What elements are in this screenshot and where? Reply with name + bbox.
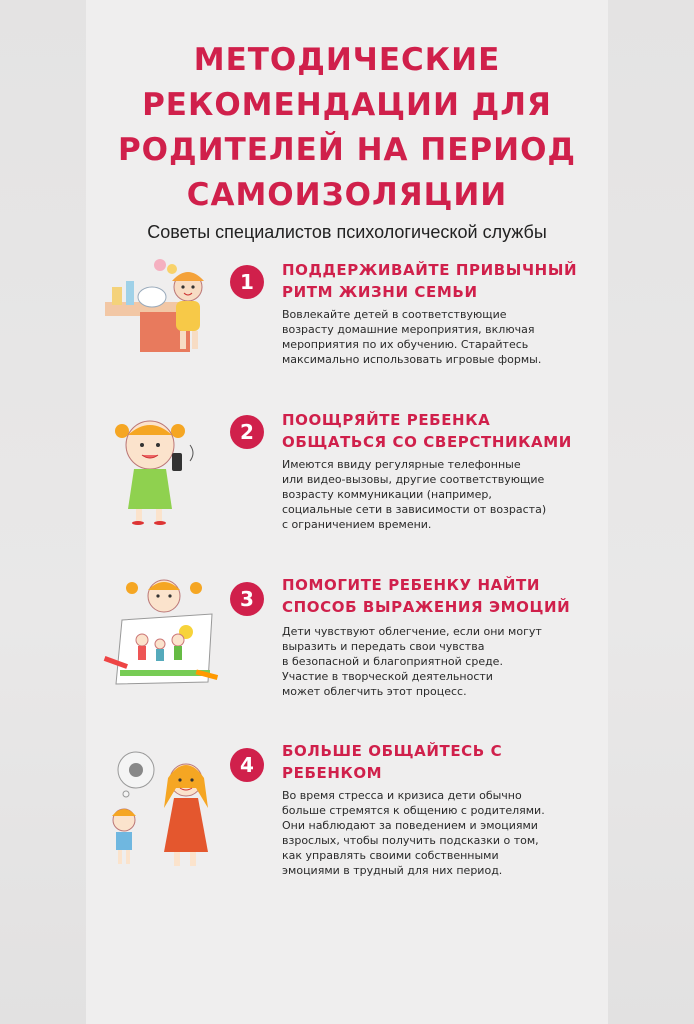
tip-3 bbox=[0, 572, 694, 722]
tip-text-line: больше стремятся к общению с родителями. bbox=[282, 804, 545, 817]
title-line-3: РОДИТЕЛЕЙ НА ПЕРИОД bbox=[117, 132, 577, 168]
title-line-4: САМОИЗОЛЯЦИИ bbox=[186, 177, 508, 213]
tip-heading-line: РЕБЕНКОМ bbox=[282, 764, 383, 782]
tip-text bbox=[282, 457, 602, 532]
tip-text-line: Участие в творческой деятельности bbox=[282, 670, 493, 683]
tip-text-line: мероприятия по их обучению. Старайтесь bbox=[282, 338, 529, 351]
tip-heading-line: СПОСОБ ВЫРАЖЕНИЯ ЭМОЦИЙ bbox=[282, 598, 571, 616]
tip-number-badge: 2 bbox=[230, 415, 264, 449]
tip-number-badge: 4 bbox=[230, 748, 264, 782]
tip-heading bbox=[282, 740, 602, 784]
tip-heading-line: ПОМОГИТЕ РЕБЕНКУ НАЙТИ bbox=[282, 576, 541, 594]
tip-text-line: может облегчить этот процесс. bbox=[282, 685, 467, 698]
tip-text-line: с ограничением времени. bbox=[282, 518, 432, 531]
tip-text bbox=[282, 624, 602, 699]
tip-text-line: максимально использовать игровые формы. bbox=[282, 353, 542, 366]
tip-heading-line: ОБЩАТЬСЯ СО СВЕРСТНИКАМИ bbox=[282, 433, 572, 451]
tip-heading bbox=[282, 574, 602, 618]
tip-text-line: Вовлекайте детей в соответствующие bbox=[282, 308, 507, 321]
title-line-2: РЕКОМЕНДАЦИИ ДЛЯ bbox=[142, 87, 552, 123]
tip-text-line: взрослых, чтобы получить подсказки о том, bbox=[282, 834, 539, 847]
tip-number-badge: 3 bbox=[230, 582, 264, 616]
tip-text-line: эмоциями в трудный для них период. bbox=[282, 864, 503, 877]
tip-number-badge: 1 bbox=[230, 265, 264, 299]
tip-2 bbox=[0, 405, 694, 555]
tip-text-line: выразить и передать свои чувства bbox=[282, 640, 485, 653]
mother-and-child-illustration bbox=[100, 748, 220, 872]
tip-text bbox=[282, 788, 602, 878]
tip-heading bbox=[282, 259, 602, 303]
tip-text-line: возрасту домашние мероприятия, включая bbox=[282, 323, 535, 336]
subtitle: Советы специалистов психологической службы bbox=[147, 222, 547, 242]
tip-text bbox=[282, 307, 602, 367]
tip-text-line: как управлять своими собственными bbox=[282, 849, 499, 862]
tip-heading-line: ПОДДЕРЖИВАЙТЕ ПРИВЫЧНЫЙ bbox=[282, 261, 578, 279]
girl-washing-dishes-illustration bbox=[100, 257, 220, 357]
tip-text-line: Они наблюдают за поведением и эмоциями bbox=[282, 819, 538, 832]
girl-on-phone-illustration bbox=[108, 413, 218, 525]
tip-4 bbox=[0, 738, 694, 888]
tip-heading bbox=[282, 409, 602, 453]
tip-text-line: Во время стресса и кризиса дети обычно bbox=[282, 789, 522, 802]
title-line-1: МЕТОДИЧЕСКИЕ bbox=[193, 42, 501, 78]
tip-text-line: Дети чувствуют облегчение, если они могут bbox=[282, 625, 542, 638]
tip-text-line: в безопасной и благоприятной среде. bbox=[282, 655, 503, 668]
page-title bbox=[0, 38, 694, 218]
tip-heading-line: БОЛЬШЕ ОБЩАЙТЕСЬ С bbox=[282, 742, 503, 760]
tip-text-line: возрасту коммуникации (например, bbox=[282, 488, 492, 501]
tip-text-line: или видео-вызовы, другие соответствующие bbox=[282, 473, 545, 486]
tip-heading-line: РИТМ ЖИЗНИ СЕМЬИ bbox=[282, 283, 478, 301]
tip-1 bbox=[0, 255, 694, 405]
tip-text-line: Имеются ввиду регулярные телефонные bbox=[282, 458, 521, 471]
tip-heading-line: ПООЩРЯЙТЕ РЕБЕНКА bbox=[282, 411, 491, 429]
child-drawing-family-illustration bbox=[102, 574, 220, 692]
tip-text-line: социальные сети в зависимости от возраста) bbox=[282, 503, 547, 516]
